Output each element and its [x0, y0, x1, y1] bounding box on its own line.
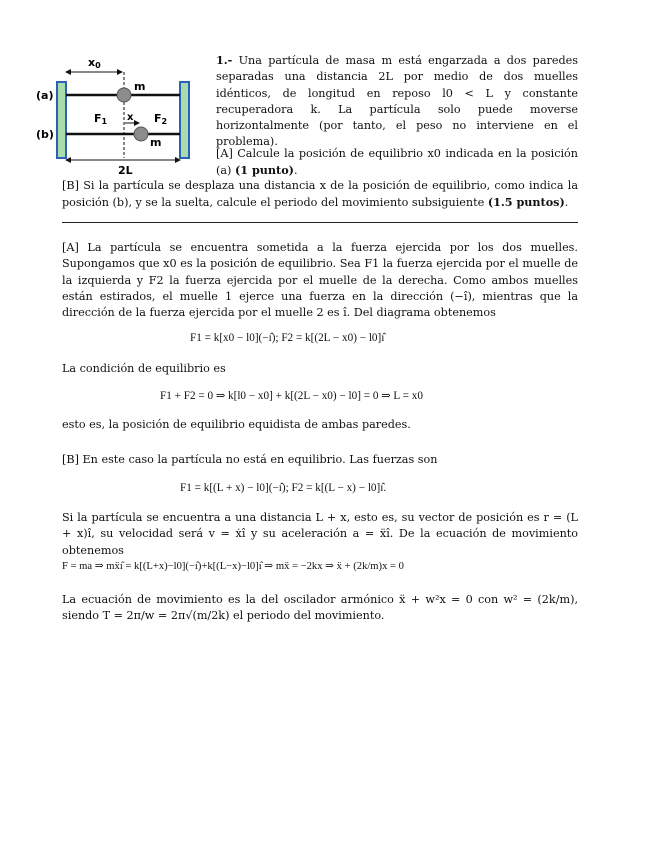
equation-2: F1 + F2 = 0 ⇒ k[l0 − x0] + k[(2L − x0) − l0] = 0 ⇒ L = x0 — [160, 390, 423, 402]
solution-b-intro-text: En este caso la partícula no está en equilibrio. Las fuerzas son — [82, 453, 438, 466]
solution-b-intro — [62, 452, 578, 468]
2L-label: 2L — [118, 164, 133, 177]
part-b-text: Si la partícula se desplaza una distancia x de la posición de equilibrio, como indica la posición (b), y se la suelta, calcule el periodo del movimiento subsiguiente — [62, 179, 578, 210]
position-velocity-text: Si la partícula se encuentra a una distancia L + x, esto es, su vector de posición es r = (L + x)ı̂, su velocidad será v = ẋı̂ y su aceleración a = ẍı̂. De la ecuación de movimiento obtenemos — [62, 511, 578, 557]
part-a-text: Calcule la posición de equilibrio x0 indicada en la posición (a) — [216, 147, 578, 178]
equilibrium-condition-text: La condición de equilibrio es — [62, 362, 226, 375]
problem-number: 1.- — [216, 53, 233, 67]
part-a-points: (1 punto) — [234, 163, 294, 178]
F2-label: F2 — [154, 112, 168, 126]
solution-a-label: [A] — [62, 241, 79, 254]
equidistant-text: esto es, la posición de equilibrio equidista de ambas paredes. — [62, 418, 411, 431]
equation-4: F = ma ⇒ mẍı̂ = k[(L+x)−l0](−ı̂)+k[(L−x)−l0]ı̂ ⇒ mẍ = −2kx ⇒ ẍ + (2k/m)x = 0 — [62, 561, 404, 572]
mass-top — [117, 88, 131, 102]
F1-label: F1 — [94, 112, 108, 126]
part-a-statement: [A] Calcule la posición de equilibrio x0 indicada en la posición (a) (1 punto). — [216, 147, 578, 178]
part-b-label: [B] — [62, 179, 79, 192]
equation-3: F1 = k[(L + x) − l0](−ı̂); F2 = k[(L − x) − l0]ı̂. — [180, 482, 387, 494]
solution-b-label: [B] — [62, 453, 79, 466]
a-label: (a) — [36, 89, 54, 102]
m-top-label: m — [134, 80, 146, 93]
springs-figure — [36, 50, 206, 178]
mass-bottom — [134, 127, 148, 141]
x-label: x — [127, 112, 134, 123]
problem-intro-text: Una partícula de masa m está engarzada a dos paredes separadas una distancia 2L por medio de dos muelles idénticos, de longitud en reposo l0 < L y constante recuperadora k. La partícula solo puede moverse horizontalmente (por tanto, el peso no interviene en el problema). — [216, 54, 578, 149]
problem-intro — [216, 52, 578, 151]
part-b-points: (1.5 puntos) — [487, 195, 565, 210]
solution-a-text: La partícula se encuentra sometida a la fuerza ejercida por los dos muelles. Supongamos que x0 es la posición de equilibrio. Sea F1 la fuerza ejercida por el muelle de la izquierda y F2 la fuerza ejercida por el muelle de la derecha. Como ambos muelles están estirados, el muelle 1 ejerce una fuerza en la dirección (−ı̂), mientras que la dirección de la fuerza ejercida por el muelle 2 es ı̂. Del diagrama obtenemos — [62, 241, 578, 320]
separator-rule — [62, 222, 578, 223]
harmonic-oscillator-text: La ecuación de movimiento es la del oscilador armónico ẍ + w²x = 0 con w² = (2k/m), siendo T = 2π/w = 2π√(m/2k) el periodo del movimiento. — [62, 593, 578, 623]
b-label: (b) — [36, 128, 54, 141]
part-a-label: [A] — [216, 147, 233, 160]
x0-label: x0 — [88, 56, 101, 70]
right-wall — [180, 82, 189, 158]
equation-1: F1 = k[x0 − l0](−ı̂); F2 = k[(2L − x0) − l0]ı̂ — [190, 332, 385, 344]
solution-a-paragraph — [62, 240, 578, 321]
part-b-statement: [B] Si la partícula se desplaza una distancia x de la posición de equilibrio, como indica la posición (b), y se la suelta, calcule el periodo del movimiento subsiguiente (1.5 puntos). — [62, 179, 578, 210]
m-bottom-label: m — [150, 136, 162, 149]
left-wall — [57, 82, 66, 158]
